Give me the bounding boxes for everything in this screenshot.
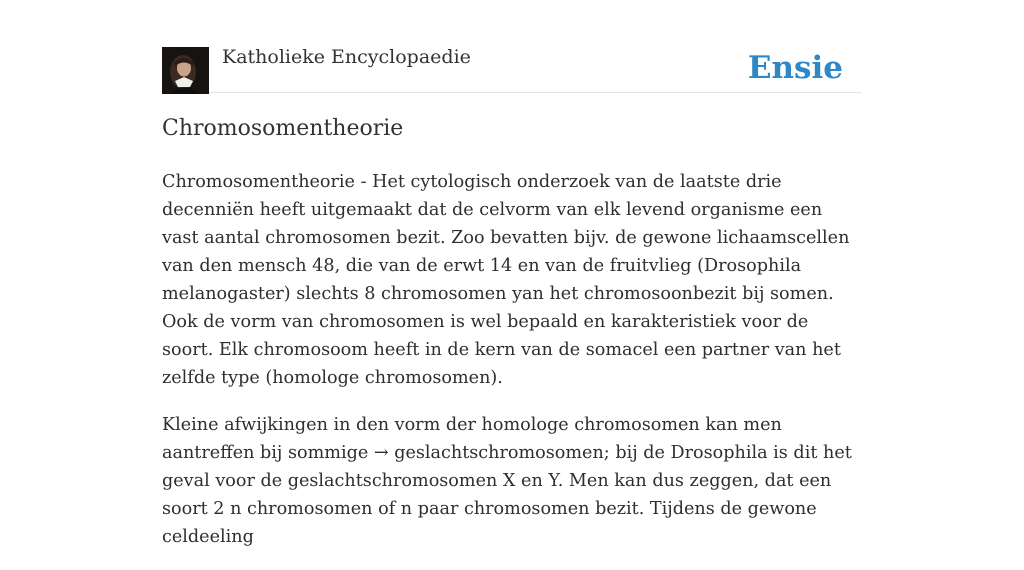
article-body bbox=[162, 168, 862, 570]
site-header bbox=[162, 0, 862, 93]
portrait-avatar-icon[interactable] bbox=[162, 47, 209, 94]
article-paragraph: Chromosomentheorie - Het cytologisch onderzoek van de laatste drie decenniën heeft uitgemaakt dat de celvorm van elk levend organisme een vast aantal chromosomen bezit. Zoo bevatten bijv. de gewone lichaamscellen van den mensch 48, die van de erwt 14 en van de fruitvlieg (Drosophila melanogaster) slechts 8 chromosomen yan het chromosoonbezit bij somen. Ook de vorm van chromosomen is wel bepaald en karakteristiek voor de soort. Elk chromosoom heeft in de kern van de somacel een partner van het zelfde type (homologe chromosomen). bbox=[162, 172, 850, 388]
article-paragraph: Kleine afwijkingen in den vorm der homologe chromosomen kan men aantreffen bij sommige → geslachtschromosomen; bij de Drosophila is dit het geval voor de geslachtschromosomen X en Y. Men kan dus zeggen, dat een soort 2 n chromosomen of n paar chromosomen bezit. Tijdens de gewone celdeeling bbox=[162, 415, 852, 547]
site-name[interactable]: Katholieke Encyclopaedie bbox=[222, 46, 471, 68]
page-title: Chromosomentheorie bbox=[162, 116, 404, 141]
brand-logo[interactable]: Ensie bbox=[747, 50, 843, 86]
page-container bbox=[162, 0, 862, 547]
